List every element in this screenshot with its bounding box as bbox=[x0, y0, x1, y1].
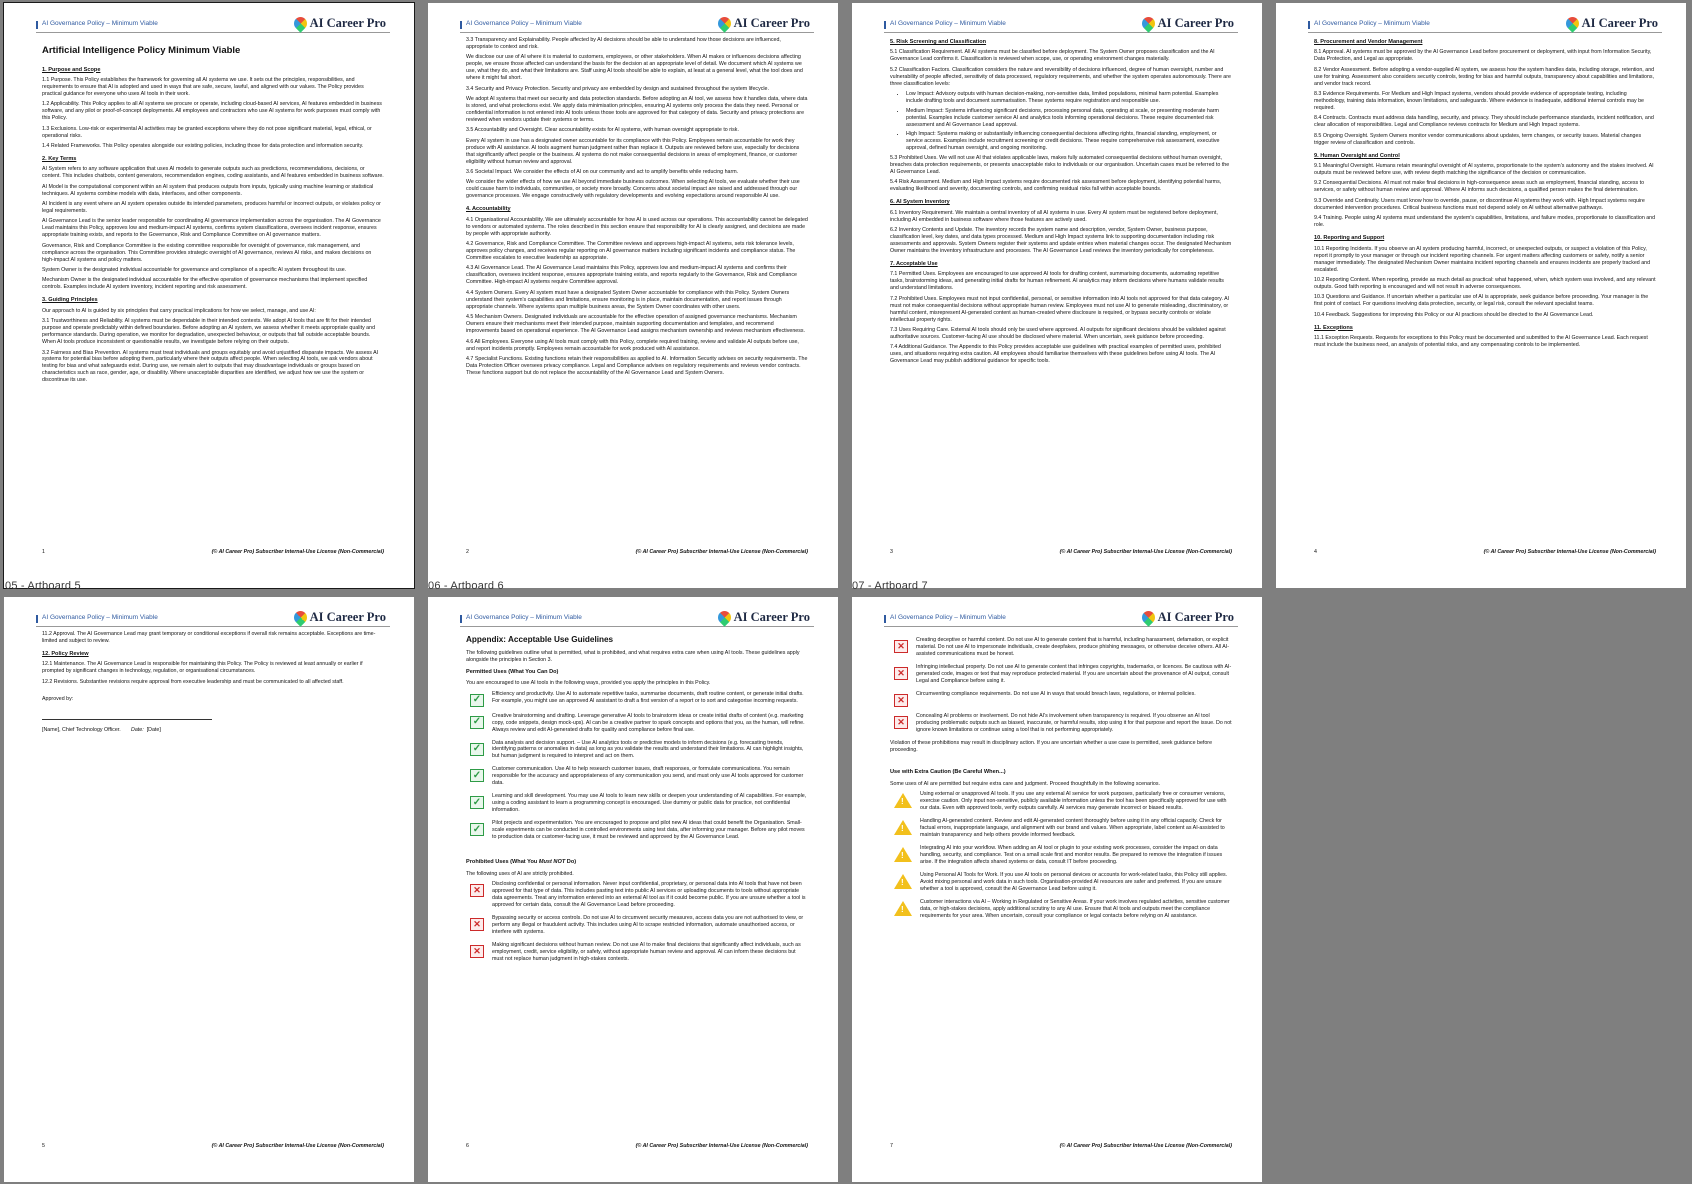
prohibited-item: ✕ Disclosing confidential or personal information. Never input confidential, proprietary, or personal data into AI tools that have not been approved for that type of data. This includes pasting text into public AI services or uploading documents to tools without appropriate data agreements. Treat any information entered into an external AI tool as if it could become public. If you are unsure whether a tool is approved for certain data, consult the AI Governance Lead before proceeding. bbox=[470, 881, 808, 909]
page-footer bbox=[1314, 549, 1656, 555]
logo-icon bbox=[1139, 608, 1157, 626]
cross-icon: ✕ bbox=[894, 716, 908, 729]
paragraph: AI Incident is any event where an AI system operates outside its intended parameters, produces harmful or incorrect outputs, or violates policy or legal requirements. bbox=[42, 201, 381, 215]
prohibited-item: ✕ Bypassing security or access controls. Do not use AI to circumvent security measures, access data you are not authorised to view, or perform any illegal or fraudulent activity. This includes using AI to scrape restricted information, automate unauthorised access, or interfere with systems. bbox=[470, 915, 808, 936]
cross-icon: ✕ bbox=[470, 945, 484, 958]
permitted-item: ✓ Creative brainstorming and drafting. Leverage generative AI tools to brainstorm ideas or create initial drafts of content (e.g. marketing copy, code snippets, design mock-ups). AI can be a creative partner to spark concepts and options that you, as the human, will refine. Always review and edit AI-generated drafts for quality and compliance before final use. bbox=[470, 713, 808, 734]
page-footer bbox=[890, 1143, 1232, 1149]
paragraph: 9.4 Training. People using AI systems must understand the system's capabilities, limitations, and failure modes, proportionate to classification and role. bbox=[1314, 215, 1656, 229]
checkmark-icon: ✓ bbox=[470, 796, 484, 809]
list-item: • Medium Impact: Systems influencing significant decisions, processing personal data, operating at scale, or presenting moderate harm potential. Examples include customer service AI and analytics tools informing operational decisions. These require documented risk assessment and AI Governance Lead approval. bbox=[906, 108, 1232, 129]
logo-icon bbox=[715, 14, 733, 32]
logo-text: AI Career Pro bbox=[1581, 16, 1658, 30]
paragraph: 4.4 System Owners. Every AI system must have a designated System Owner accountable for compliance with this Policy. System Owners understand their system's capabilities and limitations, ensure monitoring is in place, maintain documentation, and report issues through appropriate channels. Where systems span multiple business areas, the System Owner coordinates with other users. bbox=[466, 289, 790, 310]
page-body bbox=[42, 45, 384, 384]
paragraph: The following guidelines outline what is permitted, what is prohibited, and what requires extra care when using AI tools. These guidelines apply alongside the principles in Section 3. bbox=[466, 649, 800, 663]
page-1[interactable] bbox=[4, 3, 414, 588]
paragraph: 1.2 Applicability. This Policy applies to all AI systems we procure or operate, including cloud-based AI services, AI features embedded in business software, and any pilot or proof-of-concept deployments. All employees and contractors who use AI systems for work purposes must comply with this Policy. bbox=[42, 101, 382, 122]
paragraph: 3.6 Societal Impact. We consider the effects of AI on our community and act to amplify benefits while reducing harm. bbox=[466, 169, 739, 176]
paragraph: 3.5 Accountability and Oversight. Clear accountability exists for AI systems, with human oversight appropriate to risk. bbox=[466, 127, 739, 134]
page-header bbox=[1308, 15, 1662, 33]
paragraph: 10.2 Reporting Content. When reporting, provide as much detail as practical: what happened, when, which system was involved, and any relevant outputs. Good faith reporting is encouraged and will not result in adverse consequences. bbox=[1314, 276, 1656, 290]
cross-icon: ✕ bbox=[894, 640, 908, 653]
paragraph: You are encouraged to use AI tools in the following ways, provided you apply the principles in this Policy. bbox=[466, 680, 711, 687]
page-body bbox=[890, 39, 1232, 365]
checkmark-icon: ✓ bbox=[470, 743, 484, 756]
cross-icon: ✕ bbox=[894, 667, 908, 680]
page-number: 1 bbox=[42, 549, 45, 555]
page-header bbox=[36, 609, 390, 627]
logo bbox=[294, 610, 386, 625]
paragraph: 6.2 Inventory Contents and Update. The inventory records the system name and description, vendor, System Owner, business purpose, classification level, key dates, and data types processed. Medium and High Impact systems link to supporting documentation including risk assessments and approvals. System Owners register their systems and update entries when material changes occur. The designated Mechanism Owner maintains the inventory infrastructure and processes. The AI Governance Lead reviews the inventory periodically for completeness. bbox=[890, 227, 1232, 254]
paragraph: 4.5 Mechanism Owners. Designated individuals are accountable for the effective operation of assigned governance mechanisms. Mechanism Owners ensure their mechanisms meet their intended purpose, maintain supporting documentation and templates, and recommend improvements based on operational experience. The AI Governance Lead assigns mechanism ownership and reviews mechanism effectiveness. bbox=[466, 314, 805, 335]
license-notice: (© AI Career Pro) Subscriber Internal-Use License (Non-Commercial) bbox=[635, 549, 808, 555]
paragraph: AI System refers to any software application that uses AI models to generate outputs such as predictions, recommendations, decisions, or content. This includes chatbots, content generators, recommendation engines, coding assistants, and AI features embedded in business software. bbox=[42, 166, 384, 180]
paragraph: Some uses of AI are permitted but require extra care and judgment. Proceed thoughtfully in the following scenarios. bbox=[890, 780, 1160, 787]
page-5[interactable] bbox=[4, 597, 414, 1182]
logo-text: AI Career Pro bbox=[309, 610, 386, 624]
paragraph: 4.6 All Employees. Everyone using AI tools must comply with this Policy, complete required training, review and validate AI outputs before use, and report incidents promptly. Employees remain accountable for work produced with AI assistance. bbox=[466, 338, 799, 352]
warning-icon: ! bbox=[894, 874, 912, 889]
section-heading: 2. Key Terms bbox=[42, 155, 77, 162]
appendix-title: Appendix: Acceptable Use Guidelines bbox=[466, 635, 614, 644]
paragraph: 9.2 Consequential Decisions. AI must not make final decisions in high-consequence areas such as employment, financial standing, access to services, or safety without human review and approval. Where AI informs such decisions, a qualified person makes the final determination. bbox=[1314, 180, 1645, 194]
paragraph: We adopt AI systems that meet our security and data protection standards. Before adopting an AI tool, we assess how it handles data, where data is stored, and what protections exist. We apply data minimisation principles, ensuring AI systems only process the data they need. Personal or confidential information is not entered into AI tools unless those tools are approved for that category of data. Security and privacy protections are reviewed when vendors update their systems or terms. bbox=[466, 96, 808, 124]
section-heading: 4. Accountability bbox=[466, 206, 511, 213]
checkmark-icon: ✓ bbox=[470, 769, 484, 782]
permitted-item: ✓ Learning and skill development. You may use AI tools to learn new skills or deepen your understanding of AI capabilities. For example, using a coding assistant to learn a programming concept is encouraged. Use dummy or public data for practice, not confidential information. bbox=[470, 793, 808, 814]
artboard-label[interactable]: 06 - Artboard 6 bbox=[428, 580, 504, 592]
caution-item: ! Using external or unapproved AI tools. If you use any external AI service for work purposes, particularly free or consumer versions, exercise caution. Only input non-sensitive, publicly available information unless the tool has been specifically approved for use with our data. Even with approved tools, verify outputs carefully. AI services may generate incorrect or biased results. bbox=[894, 791, 1232, 812]
approved-by-label: Approved by: bbox=[42, 696, 74, 703]
paragraph: 9.1 Meaningful Oversight. Humans retain meaningful oversight of AI systems, proportionate to the system's autonomy and the stakes involved. AI outputs must be reviewed before use, with review depth matching the significance of the decision or communication. bbox=[1314, 163, 1654, 177]
header-doc-label: AI Governance Policy – Minimum Viable bbox=[42, 20, 158, 27]
artboard-label[interactable]: 07 - Artboard 7 bbox=[852, 580, 928, 592]
caution-item: ! Using Personal AI Tools for Work. If you use AI tools on personal devices or accounts for work-related tasks, this Policy still applies. Avoid mixing personal and work data in such tools. Organisation-provided AI resources are safer and preferred. If you are unsure whether a tool is approved, consult the AI Governance Lead before using it. bbox=[894, 872, 1232, 893]
paragraph: AI Model is the computational component within an AI system that produces outputs from inputs, typically using machine learning or statistical techniques. AI systems combine models with data, interfaces, and other components. bbox=[42, 183, 374, 197]
subheading-caution: Use with Extra Caution (Be Careful When...) bbox=[890, 769, 1006, 776]
header-doc-label: AI Governance Policy – Minimum Viable bbox=[466, 20, 582, 27]
paragraph: 4.1 Organisational Accountability. We are ultimately accountable for how AI is used across our operations. This accountability cannot be delegated to vendors or automated systems. The roles described in this section ensure that responsibility for AI is clearly assigned, and decisions are made by people with appropriate authority. bbox=[466, 216, 808, 237]
paragraph: 4.2 Governance, Risk and Compliance Committee. The Committee reviews and approves high-impact AI systems, sets risk tolerance levels, approves policy changes, and receives regular reporting on AI governance matters including significant incidents and compliance status. The Committee escalates to executive leadership as appropriate. bbox=[466, 241, 796, 262]
page-header bbox=[884, 15, 1238, 33]
page-number: 3 bbox=[890, 549, 893, 555]
checkmark-icon: ✓ bbox=[470, 823, 484, 836]
permitted-item: ✓ Efficiency and productivity. Use AI to automate repetitive tasks, summarise documents, draft routine content, or generate initial drafts. For example, you might use an approved AI assistant to draft a first version of a report or to sort and categorise incoming requests. bbox=[470, 691, 808, 707]
checkmark-icon: ✓ bbox=[470, 716, 484, 729]
logo-text: AI Career Pro bbox=[1157, 16, 1234, 30]
paragraph: 7.4 Additional Guidance. The Appendix to this Policy provides acceptable use guidelines with practical examples of permitted uses, prohibited uses, and situations requiring extra caution. All employees should familiarise themselves with these guidelines before using AI tools. The AI Governance Lead may publish additional guidance for specific tools. bbox=[890, 344, 1221, 365]
warning-icon: ! bbox=[894, 793, 912, 808]
signatory-name: [Name], Chief Technology Officer. bbox=[42, 727, 121, 734]
paragraph: 5.3 Prohibited Uses. We will not use AI that violates applicable laws, makes fully automated consequential decisions without human oversight, breaches data protection requirements, or presents unacceptable risks to individuals or our organisation. Uncertain cases must be referred to the AI Governance Lead. bbox=[890, 154, 1230, 175]
logo bbox=[1142, 610, 1234, 625]
prohibited-item: ✕ Creating deceptive or harmful content. Do not use AI to generate content that is harmful, including harassment, defamation, or explicit material. Do not use AI to impersonate individuals, create deepfakes, produce phishing messages, or otherwise deceive others. All AI-assisted communications must be honest. bbox=[894, 637, 1232, 658]
classification-list bbox=[906, 91, 1232, 152]
artboard-label[interactable]: 05 - Artboard 5 bbox=[5, 580, 81, 592]
logo-text: AI Career Pro bbox=[733, 16, 810, 30]
caution-item: ! Handling AI-generated content. Review and edit AI-generated content thoroughly before using it in any official capacity. Check for factual errors, inappropriate language, and alignment with our brand and values. When appropriate, label content as AI-assisted to maintain transparency and help others provide informed feedback. bbox=[894, 818, 1232, 839]
header-doc-label: AI Governance Policy – Minimum Viable bbox=[890, 614, 1006, 621]
signatory-line bbox=[42, 727, 384, 734]
section-heading: 12. Policy Review bbox=[42, 650, 89, 657]
header-doc-label: AI Governance Policy – Minimum Viable bbox=[890, 20, 1006, 27]
page-3[interactable] bbox=[852, 3, 1262, 588]
prohibited-item: ✕ Concealing AI problems or involvement. Do not hide AI's involvement when transparency is required. If you observe an AI tool producing problematic outputs such as biased, inaccurate, or harmful results, stop using it for that purpose and report the issue. Do not ignore known limitations or continue using a tool that is not performing appropriately. bbox=[894, 713, 1232, 734]
paragraph: 9.3 Override and Continuity. Users must know how to override, pause, or discontinue AI systems they work with. High Impact systems require documented intervention procedures. Critical business functions must not depend solely on AI without alternative pathways. bbox=[1314, 197, 1645, 211]
logo bbox=[718, 16, 810, 31]
paragraph: We disclose our use of AI where it is material to customers, employees, or other stakeholders. When AI makes or influences decisions affecting people, we ensure those affected can understand the basis for the decision at an appropriate level of detail. We document which AI systems we use, what they do, and what their limitations are. Staff using AI tools should be able to explain, at least at a general level, what the tool does and where it might fail short. bbox=[466, 54, 803, 82]
logo-text: AI Career Pro bbox=[1157, 610, 1234, 624]
caution-item: ! Integrating AI into your workflow. When adding an AI tool or plugin to your existing work processes, consider the impact on data handling, security, and compliance. Test on a small scale first and monitor results. Be prepared to remove the integration if issues arise. If the integration affects shared systems or data, consult IT before proceeding. bbox=[894, 845, 1232, 866]
logo-icon bbox=[291, 608, 309, 626]
page-footer bbox=[466, 549, 808, 555]
prohibited-item: ✕ Circumventing compliance requirements. Do not use AI in ways that would breach laws, regulations, or internal policies. bbox=[894, 691, 1232, 707]
page-number: 6 bbox=[466, 1143, 469, 1149]
paragraph: 5.2 Classification Factors. Classification considers the nature and reversibility of decisions influenced, degree of human oversight, number and vulnerability of people affected, sensitivity of data processed, regulatory requirements, and whether the system operates autonomously. There are three classification levels: bbox=[890, 66, 1231, 87]
paragraph: 1.3 Exclusions. Low-risk or experimental AI activities may be granted exceptions where they do not pose significant material, legal, ethical, or operational risks. bbox=[42, 125, 372, 139]
paragraph: 5.1 Classification Requirement. All AI systems must be classified before deployment. The System Owner proposes classification and the AI Governance Lead confirms it. Classification is reviewed when scope, use, or operating environment changes materially. bbox=[890, 49, 1215, 63]
page-footer bbox=[890, 549, 1232, 555]
license-notice: (© AI Career Pro) Subscriber Internal-Use License (Non-Commercial) bbox=[211, 1143, 384, 1149]
section-heading: 7. Acceptable Use bbox=[890, 260, 938, 267]
paragraph: 10.4 Feedback. Suggestions for improving this Policy or our AI practices should be directed to the AI Governance Lead. bbox=[1314, 311, 1594, 318]
paragraph: 11.1 Exception Requests. Requests for exceptions to this Policy must be documented and submitted to the AI Governance Lead. Each request must include the business need, an analysis of potential risks, and any compensating controls to be implemented. bbox=[1314, 334, 1648, 348]
page-footer bbox=[42, 549, 384, 555]
paragraph: 1.4 Related Frameworks. This Policy operates alongside our existing policies, including those for data protection and information security. bbox=[42, 142, 364, 149]
paragraph: 4.7 Specialist Functions. Existing functions retain their responsibilities as applied to AI. Information Security advises on security requirements. The Data Protection Officer oversees privacy compliance. Legal and Compliance advises on regulatory requirements and reviews vendor contracts. These functions support but do not replace the accountability of the AI Governance Lead and System Owners. bbox=[466, 355, 808, 376]
logo-text: AI Career Pro bbox=[309, 16, 386, 30]
section-heading: 3. Guiding Principles bbox=[42, 297, 98, 304]
paragraph: 1.1 Purpose. This Policy establishes the framework for governing all AI systems we use. It sets out the principles, responsibilities, and requirements to ensure that AI is adopted and used in ways that are safe, secure, lawful, and aligned with our values. The Policy provides practical guidance for everyone who uses AI tools in their work. bbox=[42, 76, 364, 97]
page-number: 7 bbox=[890, 1143, 893, 1149]
paragraph: 4.3 AI Governance Lead. The AI Governance Lead maintains this Policy, approves low and medium-impact AI systems and confirms their classification, oversees incident response, ensures appropriate training exists, and reports regularly to the Governance, Risk and Compliance Committee. High-impact AI systems require Committee approval. bbox=[466, 265, 797, 286]
paragraph: 3.2 Fairness and Bias Prevention. AI systems must treat individuals and groups equitably and avoid unjustified disparate impacts. We assess AI systems for potential bias before adopting them, particularly where their outputs affect people. When selecting AI tools, we ask vendors about testing for bias and what safeguards exist. During use, we remain alert to outputs that may disadvantage individuals or groups based on characteristics such as race, gender, age, or disability. Where unacceptable disparities are identified, we adjust how we use the system or discontinue its use. bbox=[42, 349, 379, 384]
warning-icon: ! bbox=[894, 847, 912, 862]
list-item: • Low Impact: Advisory outputs with human decision-making, non-sensitive data, limited populations, minimal harm potential. Examples include drafting tools and document summarisation. These systems require registration and responsible use. bbox=[906, 91, 1232, 105]
paragraph: 8.2 Vendor Assessment. Before adopting a vendor-supplied AI system, we assess how the system handles data, including storage, retention, and use for training. Assessment also considers security controls, testing for bias and harmful outputs, transparency about capabilities and limitations, and vendor track record. bbox=[1314, 66, 1655, 87]
paragraph: 7.2 Prohibited Uses. Employees must not input confidential, personal, or sensitive information into AI tools not approved for that data category. AI must not make consequential decisions without appropriate human review. Employees must not use AI to generate misleading, discriminatory, or harmful content, misrepresent AI-generated content as human-created where disclosure is required, or bypass security controls or violate intellectual property rights. bbox=[890, 295, 1230, 323]
header-doc-label: AI Governance Policy – Minimum Viable bbox=[42, 614, 158, 621]
paragraph: Every AI system in use has a designated owner accountable for its compliance with this Policy. Employees remain accountable for work they produce with AI assistance. AI tools augment human judgment rather than replace it. Outputs are reviewed before use, especially for decisions that significantly affect people or the business. AI systems do not make consequential decisions in areas of employment, finance, or customer eligibility without human review and approval. bbox=[466, 137, 800, 165]
paragraph: 3.3 Transparency and Explainability. People affected by AI decisions should be able to understand how those decisions are influenced, appropriate to context and risk. bbox=[466, 37, 781, 50]
caution-item: ! Customer interactions via AI – Working in Regulated or Sensitive Areas. If your work involves regulated activities, sensitive customer data, or high-stakes decisions, apply additional scrutiny to any AI use. Ensure that AI tools and outputs meet the compliance requirements for your area. When uncertain, consult your compliance or legal contacts before relying on AI assistance. bbox=[894, 899, 1232, 920]
logo bbox=[1566, 16, 1658, 31]
paragraph: Mechanism Owner is the designated individual accountable for the effective operation of governance mechanisms that implement specified controls. Examples include AI system inventory, incident reporting and risk assessment. bbox=[42, 277, 368, 291]
paragraph: 3.4 Security and Privacy Protection. Security and privacy are embedded by design and sustained throughout the system lifecycle. bbox=[466, 85, 769, 92]
prohibited-item: ✕ Infringing intellectual property. Do not use AI to generate content that infringes copyrights, trademarks, or licences. Be cautious with AI-generated code, images or text that may reproduce protected material. If you are uncertain about the provenance of AI output, consult Legal and Compliance before using it. bbox=[894, 664, 1232, 685]
paragraph: 6.1 Inventory Requirement. We maintain a central inventory of all AI systems in use. Every AI system must be registered before deployment, including AI embedded in business software where those features are actively used. bbox=[890, 209, 1218, 223]
cross-icon: ✕ bbox=[470, 918, 484, 931]
paragraph: 5.4 Risk Assessment. Medium and High Impact systems require documented risk assessment before deployment, identifying potential harms, evaluating likelihood and severity, documenting controls, and confirming residual risks fall within acceptable bounds. bbox=[890, 179, 1222, 193]
page-header bbox=[36, 15, 390, 33]
warning-icon: ! bbox=[894, 901, 912, 916]
date-value: [Date] bbox=[146, 727, 161, 734]
permitted-item: ✓ Customer communication. Use AI to help research customer issues, draft responses, or formulate communications. You remain responsible for the accuracy and appropriateness of any communication you send, and must only use AI tools approved for customer data. bbox=[470, 766, 808, 787]
permitted-item: ✓ Data analysis and decision support. – Use AI analytics tools or predictive models to inform decisions (e.g. forecasting trends, identifying patterns or anomalies in data) as long as you validate the results and understand their limitations. AI can highlight insights, but human judgment is required to interpret and act on them. bbox=[470, 740, 808, 761]
page-2[interactable] bbox=[428, 3, 838, 588]
page-footer bbox=[42, 1143, 384, 1149]
page-body bbox=[890, 631, 1232, 920]
subheading-permitted: Permitted Uses (What You Can Do) bbox=[466, 668, 559, 675]
paragraph: 11.2 Approval. The AI Governance Lead may grant temporary or conditional exceptions if overall risk remains acceptable. Exceptions are time-limited and subject to review. bbox=[42, 631, 376, 644]
permitted-item: ✓ Pilot projects and experimentation. You are encouraged to propose and pilot new AI ideas that could benefit the Organisation. Small-scale experiments can be conducted in controlled environments using test data, after informing your manager. Before any pilot moves to production data or customer-facing use, it must be reviewed and approved by the AI Governance Lead. bbox=[470, 820, 808, 841]
page-number: 5 bbox=[42, 1143, 45, 1149]
paragraph: 10.1 Reporting Incidents. If you observe an AI system producing harmful, incorrect, or unexpected outputs, or suspect a violation of this Policy, report it promptly to your manager or through our incident reporting channels. For urgent matters affecting customers or safety, notify a senior manager immediately. The designated Mechanism Owner maintains incident reporting channels and ensures incidents are properly tracked and escalated. bbox=[1314, 245, 1651, 273]
list-item: • High Impact: Systems making or substantially influencing consequential decisions affecting rights, financial standing, employment, or service access. Examples include recruitment screening or credit decisions. These require comprehensive risk assessment, executive approval, defined human oversight, and ongoing monitoring. bbox=[906, 131, 1232, 152]
header-doc-label: AI Governance Policy – Minimum Viable bbox=[466, 614, 582, 621]
logo bbox=[1142, 16, 1234, 31]
paragraph: 8.5 Ongoing Oversight. System Owners monitor vendor communications about updates, term changes, or security issues. Material changes trigger review of classification and controls. bbox=[1314, 132, 1642, 146]
page-body bbox=[1314, 39, 1656, 349]
section-heading: 8. Procurement and Vendor Management bbox=[1314, 39, 1423, 45]
page-body bbox=[466, 635, 808, 963]
page-number: 4 bbox=[1314, 549, 1317, 555]
paragraph: System Owner is the designated individual accountable for governance and compliance of a specific AI system throughout its use. bbox=[42, 267, 347, 274]
section-heading: 10. Reporting and Support bbox=[1314, 235, 1385, 242]
paragraph: 7.1 Permitted Uses. Employees are encouraged to use approved AI tools for drafting content, summarising documents, automating repetitive tasks, brainstorming ideas, and generating initial drafts for human refinement. AI analytics may inform decisions where humans validate results and understand limitations. bbox=[890, 271, 1224, 292]
paragraph: 8.4 Contracts. Contracts must address data handling, security, and privacy. They should include performance standards, incident notification, and clear allocation of responsibilities. Legal and Compliance reviews contracts for Medium and High Impact systems. bbox=[1314, 115, 1654, 129]
page-header bbox=[460, 609, 814, 627]
section-heading: 11. Exceptions bbox=[1314, 324, 1353, 331]
header-doc-label: AI Governance Policy – Minimum Viable bbox=[1314, 20, 1430, 27]
paragraph: AI Governance Lead is the senior leader responsible for coordinating AI governance implementation across the organisation. The AI Governance Lead maintains this Policy, approves low and medium-impact AI systems, confirms system classifications, oversees incident response, ensures appropriate training exists, and reports to the Governance, Risk and Compliance Committee on AI governance matters. bbox=[42, 218, 381, 239]
document-title: Artificial Intelligence Policy Minimum Viable bbox=[42, 45, 241, 56]
paragraph: The following uses of AI are strictly prohibited. bbox=[466, 870, 574, 877]
paragraph: 8.3 Evidence Requirements. For Medium and High Impact systems, vendors should provide evidence of appropriate testing, including methodology, training data information, known limitations, and safeguards. Where evidence is inadequate, additional internal controls may be required. bbox=[1314, 91, 1644, 112]
page-4[interactable] bbox=[1276, 3, 1686, 588]
section-heading: 9. Human Oversight and Control bbox=[1314, 152, 1400, 159]
paragraph: 10.3 Questions and Guidance. If uncertain whether a particular use of AI is appropriate, seek guidance before proceeding. Your manager is the first point of contact. For questions involving data protection, security, or legal risk, consult the relevant specialist teams. bbox=[1314, 294, 1649, 308]
logo-icon bbox=[1563, 14, 1581, 32]
cross-icon: ✕ bbox=[894, 694, 908, 707]
subheading-prohibited: Prohibited Uses (What You Must NOT Do) bbox=[466, 859, 577, 866]
paragraph: Our approach to AI is guided by six principles that carry practical implications for how we select, manage, and use AI: bbox=[42, 307, 316, 314]
cross-icon: ✕ bbox=[470, 884, 484, 897]
license-notice: (© AI Career Pro) Subscriber Internal-Use License (Non-Commercial) bbox=[211, 549, 384, 555]
page-6[interactable] bbox=[428, 597, 838, 1182]
logo-icon bbox=[291, 14, 309, 32]
prohibited-item: ✕ Making significant decisions without human review. Do not use AI to make final decisions that significantly affect individuals, such as employment, credit, service eligibility, or safety, without appropriate human review and approval. AI can inform these decisions but must not replace human judgment in high-stakes contexts. bbox=[470, 942, 808, 963]
page-header bbox=[460, 15, 814, 33]
license-notice: (© AI Career Pro) Subscriber Internal-Use License (Non-Commercial) bbox=[1059, 549, 1232, 555]
paragraph: 12.2 Revisions. Substantive revisions require approval from executive leadership and must be communicated to all affected staff. bbox=[42, 678, 344, 685]
paragraph: 8.1 Approval. AI systems must be approved by the AI Governance Lead before procurement or deployment, with input from Information Security, Data Protection, and Legal as appropriate. bbox=[1314, 49, 1652, 63]
page-body bbox=[466, 37, 808, 377]
date-label: Date: bbox=[131, 727, 144, 734]
logo bbox=[294, 16, 386, 31]
section-heading: 6. AI System Inventory bbox=[890, 199, 950, 206]
section-heading: 5. Risk Screening and Classification bbox=[890, 39, 987, 45]
signature-line bbox=[42, 706, 212, 720]
page-7[interactable] bbox=[852, 597, 1262, 1182]
paragraph: Violation of these prohibitions may result in disciplinary action. If you are uncertain whether a use case is permitted, seek guidance before proceeding. bbox=[890, 739, 1213, 753]
paragraph: 12.1 Maintenance. The AI Governance Lead is responsible for maintaining this Policy. The Policy is reviewed at least annually or earlier if prompted by significant changes in technology, regulation, or organisational circumstances. bbox=[42, 661, 363, 675]
page-header bbox=[884, 609, 1238, 627]
warning-icon: ! bbox=[894, 820, 912, 835]
page-footer bbox=[466, 1143, 808, 1149]
page-number: 2 bbox=[466, 549, 469, 555]
license-notice: (© AI Career Pro) Subscriber Internal-Use License (Non-Commercial) bbox=[1483, 549, 1656, 555]
logo-text: AI Career Pro bbox=[733, 610, 810, 624]
logo bbox=[718, 610, 810, 625]
paragraph: Governance, Risk and Compliance Committee is the existing committee responsible for oversight of governance, risk management, and compliance across the organisation. This Committee provides strategic oversight of AI governance, reviews AI risks, and makes decisions on high-impact AI systems and policy matters. bbox=[42, 242, 372, 263]
license-notice: (© AI Career Pro) Subscriber Internal-Use License (Non-Commercial) bbox=[1059, 1143, 1232, 1149]
logo-icon bbox=[715, 608, 733, 626]
paragraph: 3.1 Trustworthiness and Reliability. AI systems must be dependable in their intended contexts. We adopt AI tools that are fit for their intended purpose and operate predictably within defined boundaries. Before adopting an AI system, we assess whether it meets appropriate quality and performance standards. During operation, we monitor for degradation, unexpected behaviour, or outputs that fall outside acceptable bounds. When AI tools produce inconsistent or questionable results, we investigate before relying on their outputs. bbox=[42, 318, 376, 346]
page-body bbox=[42, 631, 384, 734]
logo-icon bbox=[1139, 14, 1157, 32]
checkmark-icon: ✓ bbox=[470, 694, 484, 707]
license-notice: (© AI Career Pro) Subscriber Internal-Use License (Non-Commercial) bbox=[635, 1143, 808, 1149]
paragraph: We consider the wider effects of how we use AI beyond immediate business outcomes. When selecting AI tools, we evaluate whether their use could cause harm to individuals, communities, or society more broadly. Concerns about societal impact are raised and addressed through our governance processes. We engage constructively with regulatory developments and evolving expectations around responsible AI use. bbox=[466, 179, 800, 200]
paragraph: 7.3 Uses Requiring Care. External AI tools should only be used where approved. AI outputs for significant decisions should be validated against authoritative sources. Customer-facing AI use should be disclosed where material. When uncertain, seek guidance before proceeding. bbox=[890, 326, 1226, 340]
section-heading: 1. Purpose and Scope bbox=[42, 66, 101, 73]
